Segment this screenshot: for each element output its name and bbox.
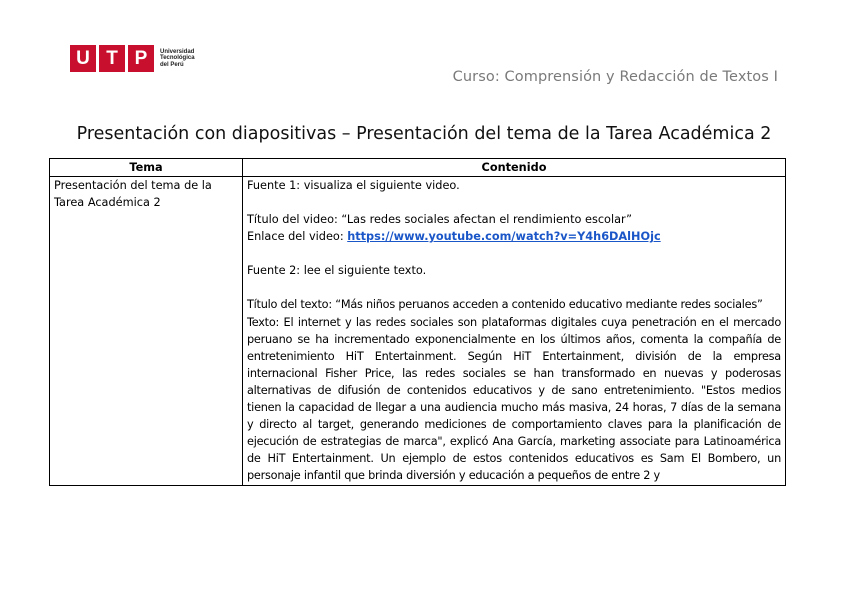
text-body: Texto: El internet y las redes sociales son plataformas digitales cuya penetración en el mercado peruano se ha incrementado exponencialmente en los últimos años, comenta la compañía de entretenimiento HiT Entertainment. Según HiT Entertainment, división de la empresa internacional Fisher Price, las redes sociales se han transformado en nuevas y poderosas alternativas de difusión de contenidos educativos y de sano entretenimiento. "Estos medios tienen la capacidad de llegar a una audiencia mucho más masiva, 24 horas, 7 días de la semana y directo al target, generando mediciones de comportamiento claves para la planificación de ejecución de estrategias de marca", explicó Ana García, marketing associate para Latinoamérica de HiT Entertainment. Un ejemplo de estos contenidos educativos es Sam El Bombero, un personaje infantil que brinda diversión y educación a pequeños de entre 2 y [247,315,781,483]
fuente-1: Fuente 1: visualiza el siguiente video. [247,179,460,193]
logo-letter-p: P [128,45,154,72]
course-name: Curso: Comprensión y Redacción de Textos I [452,69,778,85]
cell-tema [50,177,243,485]
logo-university-name [160,49,195,69]
logo-text-line: Tecnológica [160,55,195,62]
utp-logo [70,45,195,72]
table-header-row [50,159,786,177]
document-title: Presentación con diapositivas – Presentación del tema de la Tarea Académica 2 [76,124,772,144]
content-table [49,158,786,486]
text-title: Título del texto: “Más niños peruanos acceden a contenido educativo mediante redes sociales” [247,298,763,312]
logo-letters [70,45,154,72]
table-row [50,177,786,485]
logo-letter-t: T [99,45,125,72]
header-tema: Tema [50,159,243,177]
logo-text-line: del Perú [160,61,184,68]
logo-letter-u: U [70,45,96,72]
tema-text: Presentación del tema de la Tarea Académica 2 [54,179,212,210]
cell-contenido [243,177,786,485]
video-link-label: Enlace del video: [247,230,348,244]
video-link-line [247,228,781,245]
logo-text-line: Universidad [160,48,195,55]
video-link[interactable]: https://www.youtube.com/watch?v=Y4h6DAlHOjc [347,230,661,244]
header-contenido: Contenido [243,159,786,177]
video-title: Título del video: “Las redes sociales afectan el rendimiento escolar” [247,213,632,227]
fuente-2: Fuente 2: lee el siguiente texto. [247,264,427,278]
